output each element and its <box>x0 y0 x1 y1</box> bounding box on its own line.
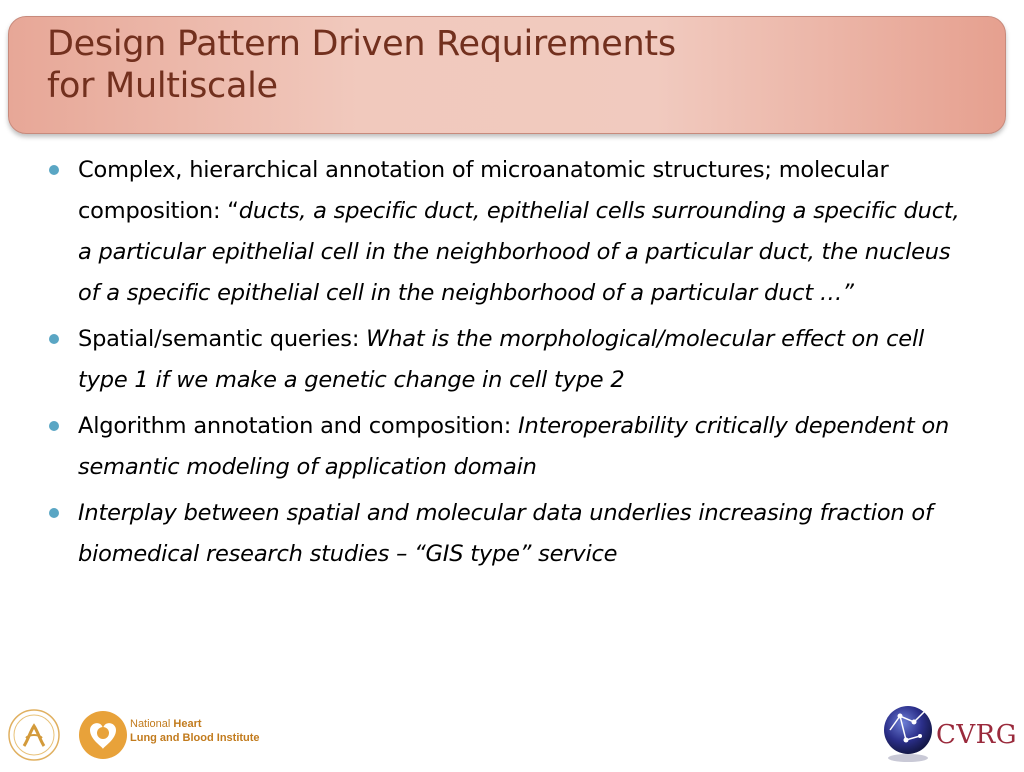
bullet-italic-text: What is the morphological/molecular effect on cell type 1 if we make a genetic change in cell type 2 <box>78 326 925 393</box>
cvrg-logo <box>880 700 1020 766</box>
nhlbi-logo <box>6 702 260 768</box>
title-banner <box>8 16 1006 134</box>
slide-title <box>47 23 676 107</box>
slide-title-line-2: for Multiscale <box>47 66 278 106</box>
bullet-text: Spatial/semantic queries: <box>78 326 367 352</box>
cvrg-globe-icon <box>880 700 936 766</box>
bullet-item <box>46 493 966 575</box>
bullet-italic-text: Interoperability critically dependent on semantic modeling of application domain <box>78 413 950 480</box>
bullet-italic-text: Interplay between spatial and molecular data underlies increasing fraction of biomedical research studies – “GIS type” service <box>78 500 933 567</box>
slide-title-line-1: Design Pattern Driven Requirements <box>47 24 676 64</box>
bullet-list <box>46 150 966 580</box>
nhlbi-text-institute: Lung and Blood Institute <box>130 732 260 744</box>
bullet-item <box>46 319 966 401</box>
bullet-item <box>46 406 966 488</box>
bullet-dot-icon <box>49 508 59 518</box>
bullet-text: Algorithm annotation and composition: <box>78 413 519 439</box>
bullet-dot-icon <box>49 165 59 175</box>
bullet-dot-icon <box>49 421 59 431</box>
bullet-italic-text: ducts, a specific duct, epithelial cells surrounding a specific duct, a particular epithelial cell in the neighborhood of a particular duct, the nucleus of a specific epithelial cell in the neighborhood of a particular duct …” <box>78 198 960 306</box>
bullet-item <box>46 150 966 314</box>
bullet-dot-icon <box>49 334 59 344</box>
nhlbi-text-national: National <box>130 718 174 730</box>
nhlbi-wordmark <box>130 717 260 745</box>
cvrg-wordmark: CVRG <box>936 720 1018 750</box>
bullet-text: Complex, hierarchical annotation of microanatomic structures; molecular composition: “ <box>78 157 889 224</box>
nhlbi-text-heart: Heart <box>173 718 202 730</box>
